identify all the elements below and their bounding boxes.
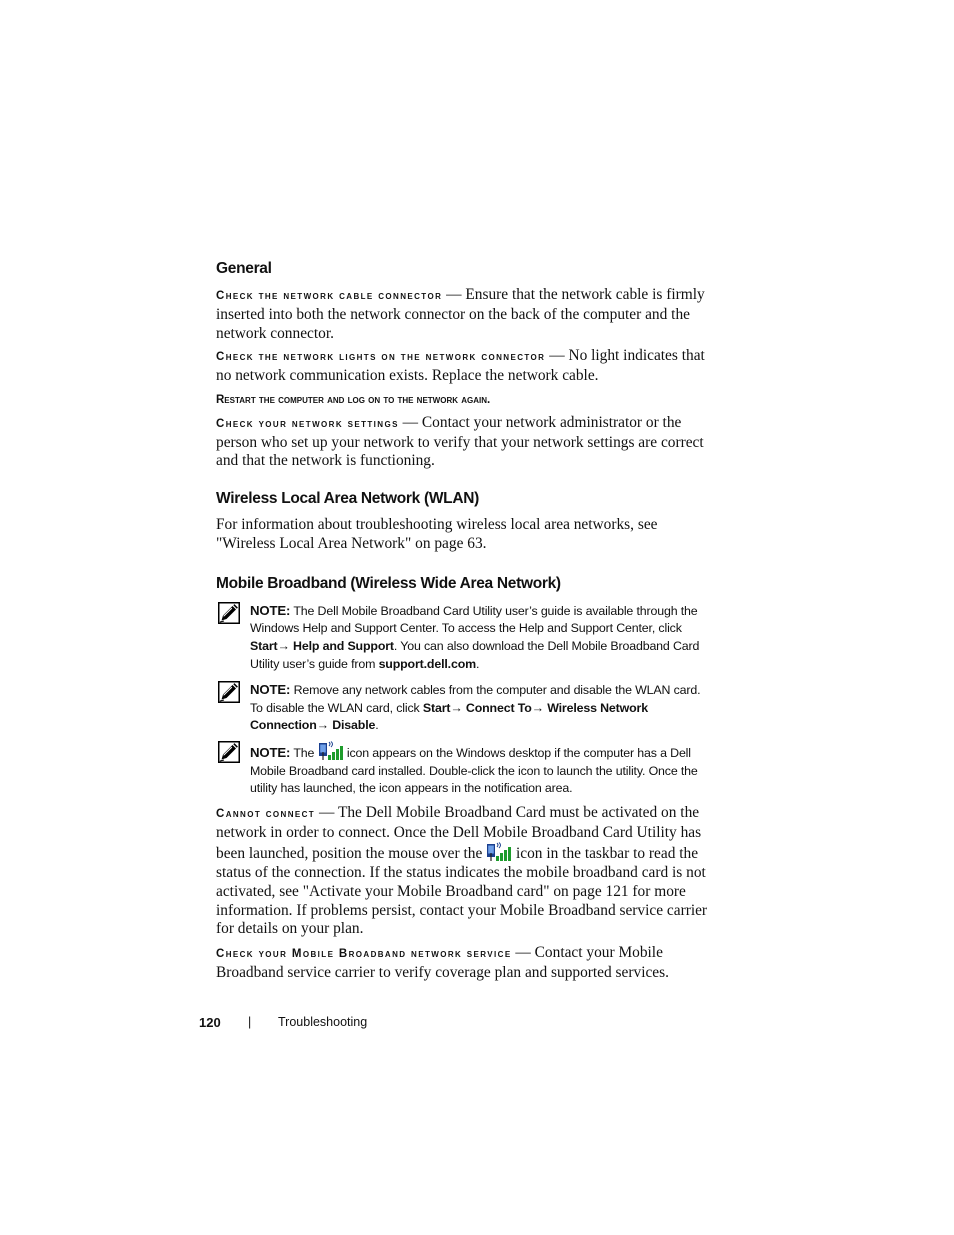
- cannot-connect-lead: Cannot connect: [216, 807, 316, 820]
- em-dash: —: [515, 944, 531, 962]
- arrow: →: [531, 700, 544, 715]
- cannot-connect-text: The Dell Mobile Broadband Card must be activated on the network in order to connect. Once the Dell Mobile Broadband Card Utility has been launched, position the mouse over the: [216, 803, 702, 863]
- note-text: icon appears on the Windows desktop if the computer has a Dell Mobile Broadband card installed. Double-click the icon to launch the utility. Once the utility has launched, the icon appears in the notification area.: [250, 745, 698, 796]
- note-disable-wlan: [216, 681, 716, 735]
- note-text: The Dell Mobile Broadband Card Utility user’s guide is available through the Windows Help and Support Center. To access the Help and Support Center, click: [250, 603, 698, 636]
- note-text: Remove any network cables from the computer and disable the WLAN card. To disable the WLAN card, click: [250, 683, 701, 715]
- network-lights-lead: Check the network lights on the network connector: [216, 351, 546, 364]
- page-number: 120: [199, 1015, 221, 1030]
- page-content: [216, 258, 716, 983]
- cannot-connect-text: icon in the taskbar to read the status of the connection. If the status indicates the mobile broadband card is not activated, see "Activate your Mobile Broadband card" on page 121 for more information. If problems persist, contact your Mobile Broadband service carrier for details on your plan.: [216, 845, 708, 938]
- connect-to-ref: Connect To: [465, 700, 532, 715]
- mobile-broadband-icon: [486, 842, 512, 862]
- note-label: NOTE:: [250, 602, 291, 618]
- support-site-ref: support.dell.com: [378, 656, 476, 671]
- network-lights-item: [216, 347, 716, 386]
- restart-lead: Restart the computer and log on to the network again.: [216, 393, 491, 406]
- broadband-service-item: [216, 944, 716, 983]
- note-label: NOTE:: [250, 682, 291, 698]
- note-pencil-icon: [218, 681, 240, 703]
- note-user-guide: [216, 602, 716, 673]
- em-dash: —: [549, 347, 565, 365]
- cable-connector-text: Ensure that the network cable is firmly inserted into both the network connector on the back of the computer and the network connector.: [216, 286, 705, 342]
- note-text: . You can also download the Dell Mobile Broadband Card Utility user’s guide from: [250, 638, 700, 671]
- cable-connector-item: [216, 286, 716, 343]
- broadband-service-text: Contact your Mobile Broadband service carrier to verify coverage plan and supported services.: [216, 944, 669, 982]
- note-text: .: [375, 718, 379, 733]
- disable-ref: Disable: [332, 718, 376, 733]
- restart-item: [216, 390, 716, 410]
- note-pencil-icon: [218, 602, 240, 624]
- note-text: The: [293, 745, 315, 760]
- note-label: NOTE:: [250, 744, 291, 760]
- footer-section-name: Troubleshooting: [278, 1015, 368, 1029]
- broadband-heading: Mobile Broadband (Wireless Wide Area Network): [216, 574, 561, 592]
- network-settings-item: [216, 414, 716, 471]
- note-utility-icon: [216, 741, 716, 798]
- mobile-broadband-icon: [318, 741, 344, 761]
- em-dash: —: [402, 413, 419, 431]
- cable-connector-lead: Check the network cable connector: [216, 290, 443, 302]
- start-menu-ref: Start: [422, 700, 451, 715]
- general-heading: General: [216, 260, 272, 277]
- wlan-heading: Wireless Local Area Network (WLAN): [216, 490, 479, 508]
- network-settings-lead: Check your network settings: [216, 417, 399, 430]
- arrow: →: [450, 700, 463, 715]
- wireless-connection-ref: Wireless Network Connection: [250, 700, 648, 733]
- start-menu-ref: Start: [250, 638, 278, 653]
- em-dash: —: [446, 286, 462, 303]
- footer-separator: |: [248, 1015, 252, 1029]
- broadband-service-lead: Check your Mobile Broadband network service: [216, 948, 512, 961]
- note-pencil-icon: [218, 741, 240, 763]
- note-text: .: [475, 656, 480, 671]
- wlan-text: For information about troubleshooting wireless local area networks, see "Wireless Local Area Network" on page 63.: [216, 516, 658, 552]
- arrow: →: [277, 638, 290, 653]
- help-support-ref: Help and Support: [293, 638, 394, 653]
- network-settings-text: Contact your network administrator or the person who set up your network to verify that your network settings are correct and that the network is functioning.: [216, 413, 704, 470]
- arrow: →: [316, 718, 329, 733]
- em-dash: —: [318, 803, 335, 821]
- cannot-connect-item: [216, 804, 716, 940]
- network-lights-text: No light indicates that no network communication exists. Replace the network cable.: [216, 347, 705, 385]
